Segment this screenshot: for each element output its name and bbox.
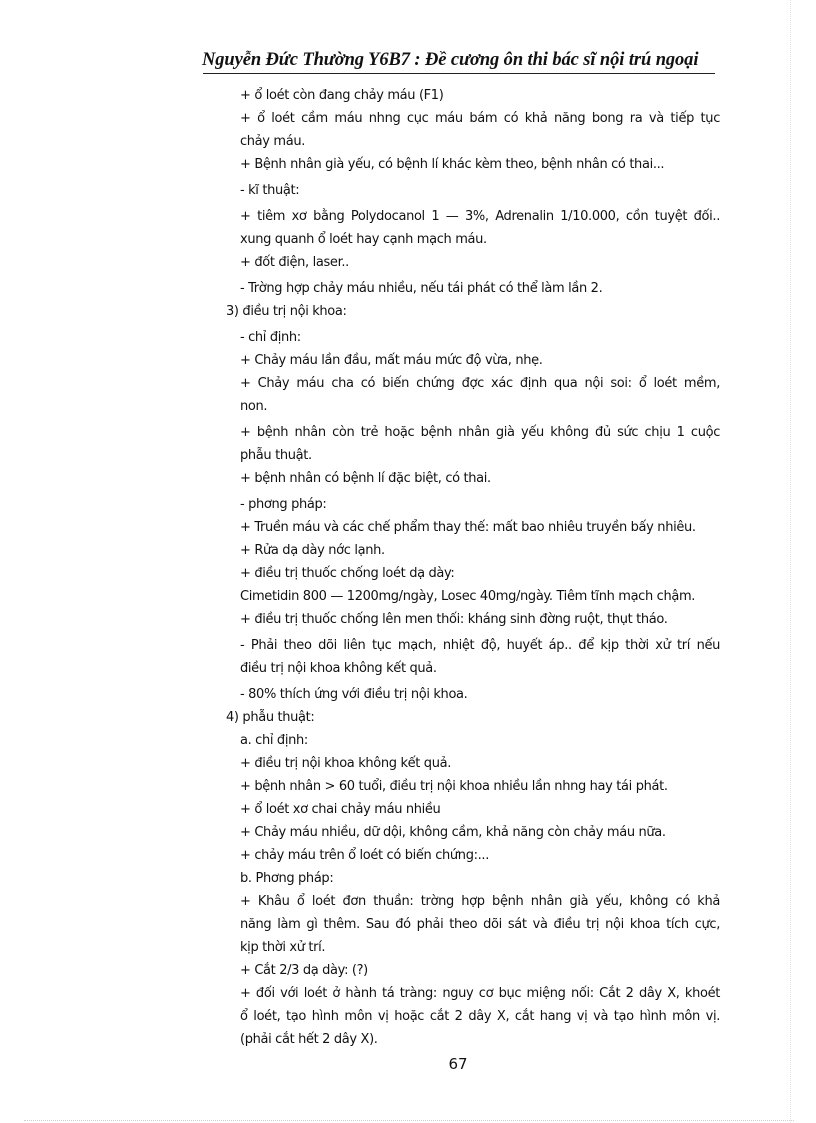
text-line: + Khâu ổ loét đơn thuần: trờng hợp bệnh nhân già yếu, không có khả: [240, 894, 720, 909]
text-line: ổ loét, tạo hình môn vị hoặc cắt 2 dây X, cắt hang vị và tạo hình môn vị.: [240, 1009, 720, 1024]
text-line: + tiêm xơ bằng Polydocanol 1 — 3%, Adrenalin 1/10.000, cồn tuyệt đối..: [240, 209, 720, 224]
text-line: + đối với loét ở hành tá tràng: nguy cơ bục miệng nối: Cắt 2 dây X, khoét: [240, 986, 720, 1001]
text-line: kịp thời xử trí.: [240, 940, 326, 955]
text-line: + Chảy máu cha có biến chứng đợc xác định qua nội soi: ổ loét mềm,: [240, 376, 720, 391]
text-line: + Cắt 2/3 dạ dày: (?): [240, 963, 368, 978]
text-line: + Chảy máu lần đầu, mất máu mức độ vừa, nhẹ.: [240, 353, 543, 368]
text-line: + bệnh nhân > 60 tuổi, điều trị nội khoa nhiều lần nhng hay tái phát.: [240, 779, 668, 794]
text-line: + điều trị thuốc chống loét dạ dày:: [240, 566, 455, 581]
text-line: Cimetidin 800 — 1200mg/ngày, Losec 40mg/ngày. Tiêm tĩnh mạch chậm.: [240, 589, 696, 604]
text-line: - kĩ thuật:: [240, 183, 300, 198]
text-line: + điều trị thuốc chống lên men thối: kháng sinh đờng ruột, thụt tháo.: [240, 612, 668, 627]
text-line: + ổ loét cầm máu nhng cục máu bám có khả năng bong ra và tiếp tục: [240, 111, 720, 126]
section-heading: 3) điều trị nội khoa:: [226, 304, 347, 319]
text-line: năng làm gì thêm. Sau đó phải theo dõi sát và điều trị nội khoa tích cực,: [240, 917, 720, 932]
text-line: phẫu thuật.: [240, 448, 312, 463]
text-line: - phơng pháp:: [240, 497, 327, 512]
text-line: + bệnh nhân còn trẻ hoặc bệnh nhân già yếu không đủ sức chịu 1 cuộc: [240, 425, 720, 440]
text-line: + Truền máu và các chế phẩm thay thế: mất bao nhiêu truyền bấy nhiêu.: [240, 520, 696, 535]
document-body: [226, 84, 720, 1051]
text-line: + Chảy máu nhiều, dữ dội, không cầm, khả năng còn chảy máu nữa.: [240, 825, 666, 840]
text-line: + bệnh nhân có bệnh lí đặc biệt, có thai.: [240, 471, 491, 486]
text-line: - Trờng hợp chảy máu nhiều, nếu tái phát có thể làm lần 2.: [240, 281, 603, 296]
text-line: xung quanh ổ loét hay cạnh mạch máu.: [240, 232, 487, 247]
page-number: 67: [448, 1055, 468, 1073]
text-line: + ổ loét xơ chai chảy máu nhiều: [240, 802, 441, 817]
text-line: + Rửa dạ dày nớc lạnh.: [240, 543, 385, 558]
text-line: + ổ loét còn đang chảy máu (F1): [240, 88, 444, 103]
text-line: chảy máu.: [240, 134, 306, 149]
text-line: a. chỉ định:: [240, 733, 308, 748]
text-line: - Phải theo dõi liên tục mạch, nhiệt độ, huyết áp.. để kịp thời xử trí nếu: [240, 638, 720, 653]
text-line: (phải cắt hết 2 dây X).: [240, 1032, 378, 1047]
text-line: + điều trị nội khoa không kết quả.: [240, 756, 451, 771]
text-line: non.: [240, 399, 268, 414]
page-bottom-border: [24, 1120, 794, 1121]
header-underline: [203, 73, 715, 74]
text-line: điều trị nội khoa không kết quả.: [240, 661, 437, 676]
text-line: - 80% thích ứng với điều trị nội khoa.: [240, 687, 468, 702]
section-heading: 4) phẫu thuật:: [226, 710, 315, 725]
page-right-border: [790, 0, 791, 1123]
text-line: - chỉ định:: [240, 330, 301, 345]
text-line: + đốt điện, laser..: [240, 255, 349, 270]
page-header-title: Nguyễn Đức Thường Y6B7 : Đề cương ôn thi bác sĩ nội trú ngoại: [202, 50, 699, 70]
text-line: b. Phơng pháp:: [240, 871, 334, 886]
text-line: + Bệnh nhân già yếu, có bệnh lí khác kèm theo, bệnh nhân có thai...: [240, 157, 665, 172]
text-line: + chảy máu trên ổ loét có biến chứng:...: [240, 848, 489, 863]
